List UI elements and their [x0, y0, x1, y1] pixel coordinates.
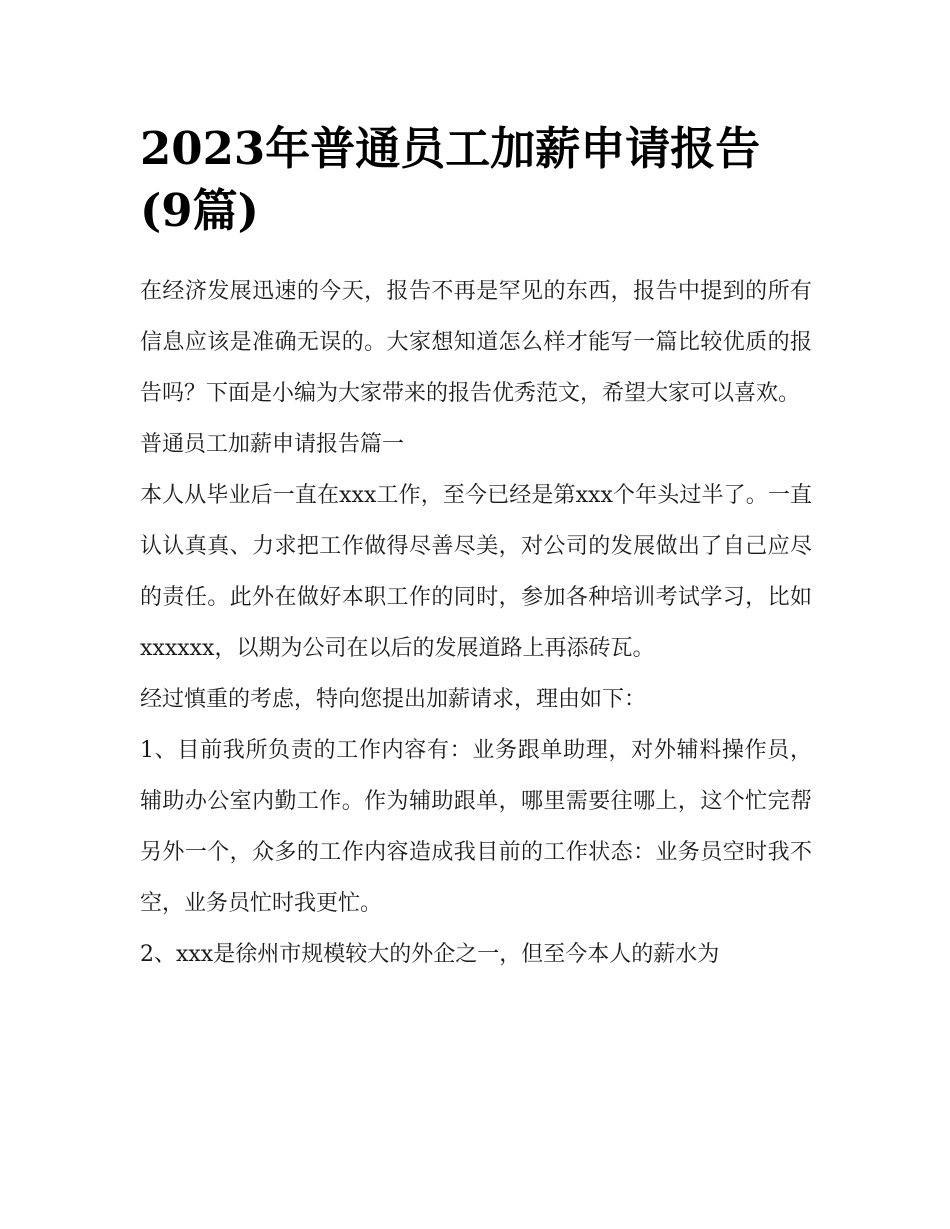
- document-title: 2023年普通员工加薪申请报告(9篇): [140, 122, 761, 237]
- section-heading: 普通员工加薪申请报告篇一: [140, 432, 405, 457]
- body-paragraph: 本人从毕业后一直在xxx工作，至今已经是第xxx个年头过半了。一直认认真真、力求把工作做得尽善尽美，对公司的发展做出了自己应尽的责任。此外在做好本职工作的同时，参加各种培训考试学习，比如xxxxxx，以期为公司在以后的发展道路上再添砖瓦。: [140, 483, 812, 661]
- list-item-1: 1、目前我所负责的工作内容有：业务跟单助理，对外辅料操作员，辅助办公室内勤工作。作为辅助跟单，哪里需要往哪上，这个忙完帮另外一个，众多的工作内容造成我目前的工作状态：业务员空时我不空，业务员忙时我更忙。: [140, 738, 812, 916]
- body-paragraph: 经过慎重的考虑，特向您提出加薪请求，理由如下：: [140, 687, 647, 712]
- list-item-2: 2、xxx是徐州市规模较大的外企之一，但至今本人的薪水为: [140, 942, 720, 967]
- intro-paragraph: 在经济发展迅速的今天，报告不再是罕见的东西，报告中提到的所有信息应该是准确无误的。大家想知道怎么样才能写一篇比较优质的报告吗？下面是小编为大家带来的报告优秀范文，希望大家可以喜欢。: [140, 279, 812, 406]
- document-body: [140, 118, 812, 980]
